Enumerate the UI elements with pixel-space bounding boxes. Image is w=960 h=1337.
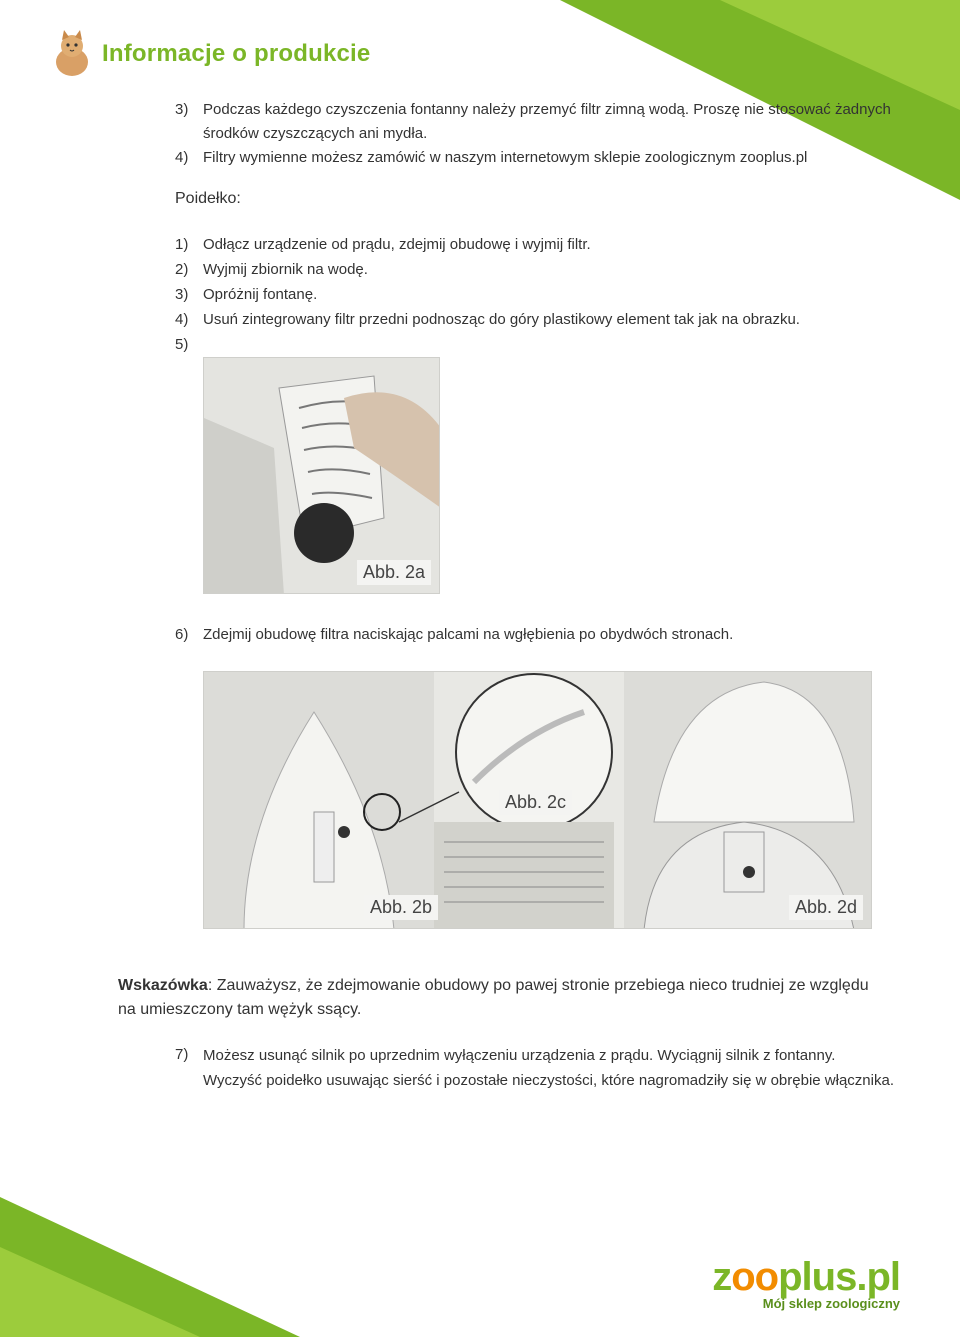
figure-label: Abb. 2c [499, 790, 572, 815]
list-item: 4) Usuń zintegrowany filtr przedni podnosząc do góry plastikowy element tak jak na obrazku. [175, 311, 800, 328]
filter-photo-illustration [204, 358, 440, 594]
figure-label: Abb. 2b [364, 895, 438, 920]
hint-label: Wskazówka [118, 977, 208, 994]
footer-green-swoosh [0, 1197, 300, 1337]
list-item: 2) Wyjmij zbiornik na wodę. [175, 261, 368, 278]
figure-abb-2b-2c-2d [203, 671, 872, 929]
figure-abb-2a [203, 357, 440, 594]
list-item: 4) Filtry wymienne możesz zamówić w naszym internetowym sklepie zoologicznym zooplus.pl [175, 149, 808, 166]
cat-logo-icon [50, 28, 94, 80]
zooplus-logo [712, 1255, 900, 1311]
list-item: 1) Odłącz urządzenie od prądu, zdejmij obudowę i wyjmij filtr. [175, 236, 591, 253]
figure-label: Abb. 2a [357, 560, 431, 585]
figure-label: Abb. 2d [789, 895, 863, 920]
brand-tagline: Mój sklep zoologiczny [762, 1296, 900, 1311]
list-item: 6) Zdejmij obudowę filtra naciskając palcami na wgłębienia po obydwóch stronach. [175, 626, 734, 643]
section-heading: Poidełko: [175, 190, 241, 207]
list-item: 7) Możesz usunąć silnik po uprzednim wyłączeniu urządzenia z prądu. Wyciągnij silnik z fontanny. Wyczyść poidełko usuwając sierść i pozostałe nieczystości, które nagromadziły się w obrębie włącznika. [175, 1046, 894, 1089]
page-header [50, 24, 370, 84]
hint-text: : Zauważysz, że zdejmowanie obudowy po pawej stronie przebiega nieco trudniej ze względu na umieszczony tam wężyk ssący. [118, 977, 869, 1018]
list-item: 3) Opróżnij fontanę. [175, 286, 318, 303]
hint-paragraph [118, 974, 878, 1022]
brand-wordmark: zooplus.pl [712, 1255, 900, 1299]
list-item: 3) Podczas każdego czyszczenia fontanny należy przemyć filtr zimną wodą. Proszę nie stosować żadnych środków czyszczących ani mydła. [175, 101, 891, 142]
page-title: Informacje o produkcie [102, 40, 371, 67]
